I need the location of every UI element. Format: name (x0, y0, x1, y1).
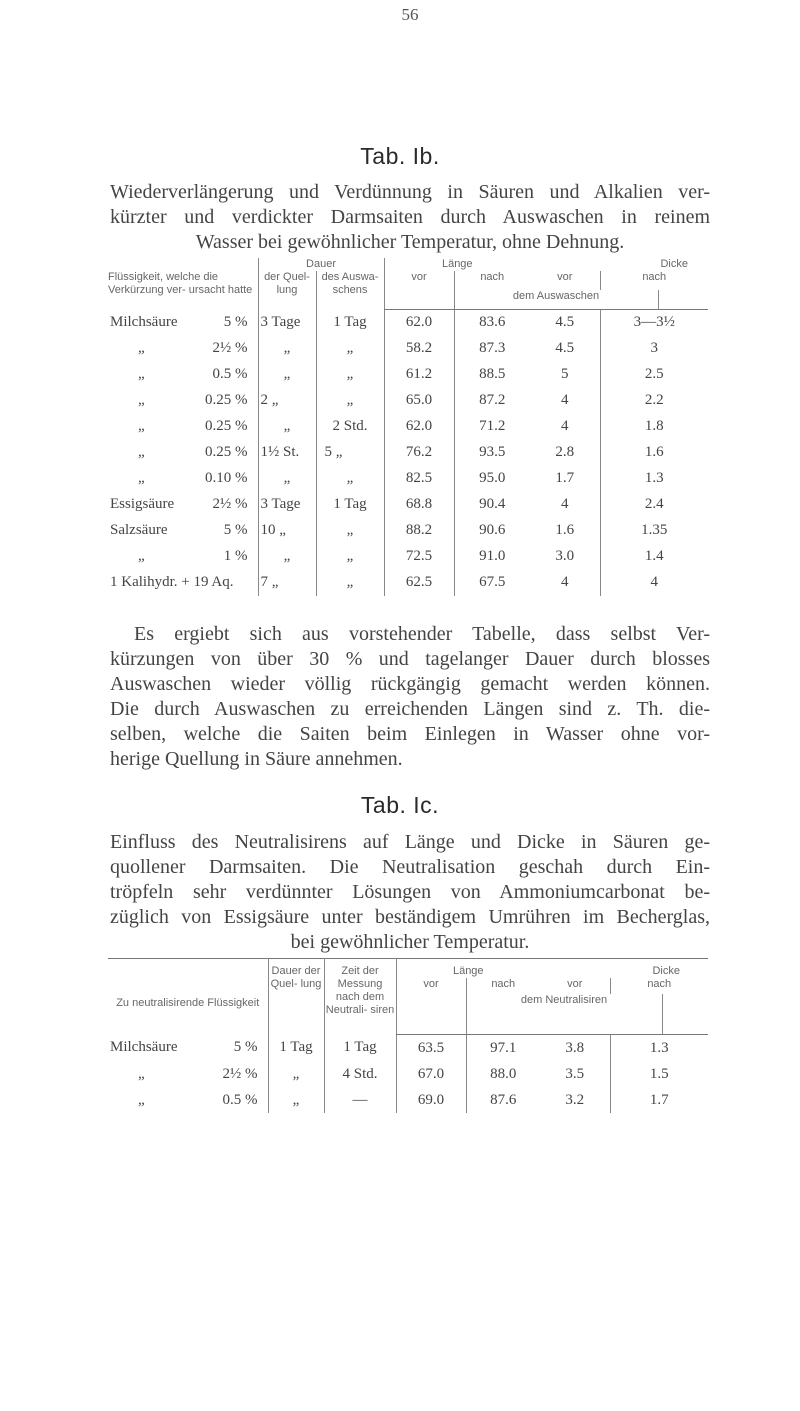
row-ausw: „ (316, 466, 384, 492)
row-dicke-nach: 1.4 (600, 544, 708, 570)
caption-line: tröpfeln sehr verdünnter Lösungen von Ammoniumcarbonat be- (110, 881, 710, 903)
row-dicke-vor: 3.5 (565, 1065, 585, 1082)
row-quel: „ (258, 414, 316, 440)
row-dicke-nach: 2.4 (600, 492, 708, 518)
header-fluessigkeit: Flüssigkeit, welche die Verkürzung ver- ursacht hatte (108, 270, 253, 296)
row-conc: 0.10 % (205, 470, 248, 486)
row-ausw: „ (316, 518, 384, 544)
row-zeit: 4 Std. (324, 1061, 396, 1087)
row-label: 1 Kalihydr. + 19 Aq. (110, 574, 234, 590)
row-label: „ (138, 1091, 145, 1108)
row-laenge-vor: 68.8 (384, 492, 454, 518)
row-dicke-vor: 3.2 (565, 1091, 585, 1108)
row-quel: 1½ St. (258, 440, 316, 466)
row-dauer: „ (268, 1061, 324, 1087)
row-ausw: 2 Std. (316, 414, 384, 440)
row-quel: „ (258, 544, 316, 570)
row-laenge-nach: 97.1 (466, 1035, 540, 1062)
row-conc: 5 % (223, 313, 248, 330)
row-ausw: „ (316, 544, 384, 570)
row-conc: 0.5 % (212, 366, 248, 382)
row-dicke-nach: 1.5 (610, 1061, 708, 1087)
caption-line: züglich von Essigsäure unter beständigem Umrühren im Becherglas, (110, 906, 710, 928)
table-ib-title: Tab. Ib. (360, 143, 440, 169)
row-label: „ (138, 340, 145, 356)
page-number: 56 (401, 5, 419, 24)
row-laenge-nach: 67.5 (454, 570, 530, 596)
header-laenge-vor: vor (396, 978, 466, 994)
table-ib (108, 258, 708, 596)
paragraph-line: kürzungen von über 30 % und tagelanger Dauer durch blosses (110, 648, 710, 670)
row-ausw: 5 „ (316, 440, 384, 466)
row-dicke-nach: 2.2 (600, 388, 708, 414)
paragraph-line: herige Quellung in Säure annehmen. (110, 748, 403, 770)
row-conc: 0.25 % (205, 418, 248, 434)
row-dicke-vor: 4 (561, 574, 569, 590)
row-label: „ (138, 392, 145, 408)
body-paragraph (110, 622, 710, 772)
row-laenge-nach: 87.2 (454, 388, 530, 414)
row-quel: 2 „ (258, 388, 316, 414)
row-laenge-nach: 71.2 (454, 414, 530, 440)
header-dicke-vor: vor (557, 271, 573, 283)
row-dicke-nach: 2.5 (600, 362, 708, 388)
row-ausw: „ (316, 336, 384, 362)
caption-line: Einfluss des Neutralisirens auf Länge und Dicke in Säuren ge- (110, 831, 710, 853)
row-dicke-vor: 2.8 (555, 444, 575, 460)
row-dicke-vor: 5 (561, 366, 569, 382)
row-dicke-nach: 1.3 (610, 1035, 708, 1062)
row-laenge-nach: 83.6 (454, 309, 530, 336)
row-dicke-nach: 4 (600, 570, 708, 596)
row-laenge-vor: 62.0 (384, 414, 454, 440)
row-laenge-vor: 62.0 (384, 309, 454, 336)
row-label: „ (138, 444, 145, 460)
row-dicke-vor: 4 (561, 496, 569, 512)
row-laenge-nach: 90.6 (454, 518, 530, 544)
row-conc: 2½ % (212, 496, 248, 512)
row-dicke-nach: 1.6 (600, 440, 708, 466)
row-dauer: 1 Tag (268, 1035, 324, 1062)
row-laenge-nach: 91.0 (454, 544, 530, 570)
header-dauer: Dauer (258, 258, 384, 271)
row-laenge-vor: 82.5 (384, 466, 454, 492)
row-laenge-vor: 62.5 (384, 570, 454, 596)
row-laenge-nach: 95.0 (454, 466, 530, 492)
row-label: Milchsäure (110, 313, 178, 330)
header-dauer-quel: der Quel- lung (258, 271, 316, 309)
row-quel: 3 Tage (258, 309, 316, 336)
table-ib-caption (110, 180, 710, 255)
row-laenge-vor: 58.2 (384, 336, 454, 362)
row-label: „ (138, 470, 145, 486)
header-laenge-vor: vor (384, 271, 454, 290)
row-laenge-vor: 63.5 (396, 1035, 466, 1062)
row-quel: „ (258, 466, 316, 492)
row-dicke-vor: 3.0 (555, 548, 575, 564)
paragraph-line: Die durch Auswaschen zu erreichenden Längen sind z. Th. die- (110, 698, 710, 720)
row-ausw: „ (316, 570, 384, 596)
header-dicke-nach: nach (600, 271, 708, 290)
paragraph-line: Es ergiebt sich aus vorstehender Tabelle, dass selbst Ver- (134, 623, 710, 645)
row-laenge-vor: 67.0 (396, 1061, 466, 1087)
header-laenge: Länge (396, 959, 540, 979)
row-dauer: „ (268, 1087, 324, 1113)
row-dicke-nach: 3—3½ (600, 309, 708, 336)
table-ic (108, 958, 708, 1113)
row-laenge-nach: 90.4 (454, 492, 530, 518)
paragraph-line: Auswaschen wieder völlig rückgängig gemacht werden können. (110, 673, 710, 695)
row-label: „ (138, 1065, 145, 1082)
row-dicke-nach: 1.3 (600, 466, 708, 492)
header-dicke-vor: vor (567, 978, 583, 990)
row-dicke-vor: 1.6 (555, 522, 575, 538)
row-quel: 3 Tage (258, 492, 316, 518)
row-laenge-nach: 87.6 (466, 1087, 540, 1113)
row-conc: 0.5 % (222, 1091, 258, 1108)
row-zeit: — (324, 1087, 396, 1113)
table-ic-title: Tab. Ic. (360, 792, 440, 818)
row-laenge-nach: 93.5 (454, 440, 530, 466)
paragraph-line: selben, welche die Saiten beim Einlegen in Wasser ohne vor- (110, 723, 710, 745)
row-conc: 1 % (223, 548, 248, 564)
row-dicke-vor: 4 (561, 418, 569, 434)
header-laenge-nach: nach (454, 271, 530, 290)
row-dicke-nach: 3 (600, 336, 708, 362)
row-ausw: „ (316, 388, 384, 414)
header-dicke: Dicke (652, 965, 680, 977)
row-laenge-vor: 88.2 (384, 518, 454, 544)
row-quel: „ (258, 336, 316, 362)
row-laenge-vor: 61.2 (384, 362, 454, 388)
row-laenge-vor: 69.0 (396, 1087, 466, 1113)
row-quel: 10 „ (258, 518, 316, 544)
header-laenge: Länge (384, 258, 530, 271)
row-laenge-nach: 88.5 (454, 362, 530, 388)
row-label: „ (138, 418, 145, 434)
header-dem: dem Auswaschen (454, 290, 658, 309)
row-conc: 5 % (233, 1039, 258, 1056)
row-quel: 7 „ (258, 570, 316, 596)
row-laenge-nach: 87.3 (454, 336, 530, 362)
row-ausw: „ (316, 362, 384, 388)
caption-line: kürzter und verdickter Darmsaiten durch Auswaschen in reinem (110, 206, 710, 228)
row-conc: 0.25 % (205, 444, 248, 460)
row-laenge-vor: 72.5 (384, 544, 454, 570)
header-dicke: Dicke (660, 258, 688, 270)
row-dicke-nach: 1.35 (600, 518, 708, 544)
row-ausw: 1 Tag (316, 309, 384, 336)
table-ic-caption (110, 830, 710, 955)
row-label: „ (138, 548, 145, 564)
header-laenge-nach: nach (466, 978, 540, 994)
row-label: Milchsäure (110, 1039, 178, 1056)
caption-line: bei gewöhnlicher Temperatur. (290, 931, 530, 953)
row-ausw: 1 Tag (316, 492, 384, 518)
row-label: Essigsäure (110, 496, 175, 512)
row-dicke-nach: 1.7 (610, 1087, 708, 1113)
header-dauer: Dauer der Quel- lung (268, 959, 324, 1035)
row-conc: 5 % (223, 522, 248, 538)
row-dicke-vor: 1.7 (555, 470, 575, 486)
row-laenge-vor: 76.2 (384, 440, 454, 466)
row-dicke-vor: 4 (561, 392, 569, 408)
row-dicke-vor: 4.5 (555, 314, 575, 330)
row-conc: 0.25 % (205, 392, 248, 408)
row-label: „ (138, 366, 145, 382)
row-conc: 2½ % (222, 1065, 258, 1082)
row-conc: 2½ % (212, 340, 248, 356)
row-laenge-vor: 65.0 (384, 388, 454, 414)
header-dicke-nach: nach (610, 978, 708, 994)
caption-line: Wasser bei gewöhnlicher Temperatur, ohne Dehnung. (195, 231, 625, 253)
row-dicke-vor: 4.5 (555, 340, 575, 356)
caption-line: quollener Darmsaiten. Die Neutralisation geschah durch Ein- (110, 856, 710, 878)
caption-line: Wiederverlängerung und Verdünnung in Säuren und Alkalien ver- (110, 181, 710, 203)
header-dem: dem Neutralisiren (466, 994, 662, 1035)
header-fluessigkeit: Zu neutralisirende Flüssigkeit (116, 997, 260, 1010)
row-zeit: 1 Tag (324, 1035, 396, 1062)
row-dicke-vor: 3.8 (565, 1039, 585, 1056)
row-quel: „ (258, 362, 316, 388)
row-label: Salzsäure (110, 522, 168, 538)
row-laenge-nach: 88.0 (466, 1061, 540, 1087)
header-dauer-ausw: des Auswa- schens (316, 271, 384, 309)
header-zeit: Zeit der Messung nach dem Neutrali- siren (324, 959, 396, 1035)
row-dicke-nach: 1.8 (600, 414, 708, 440)
